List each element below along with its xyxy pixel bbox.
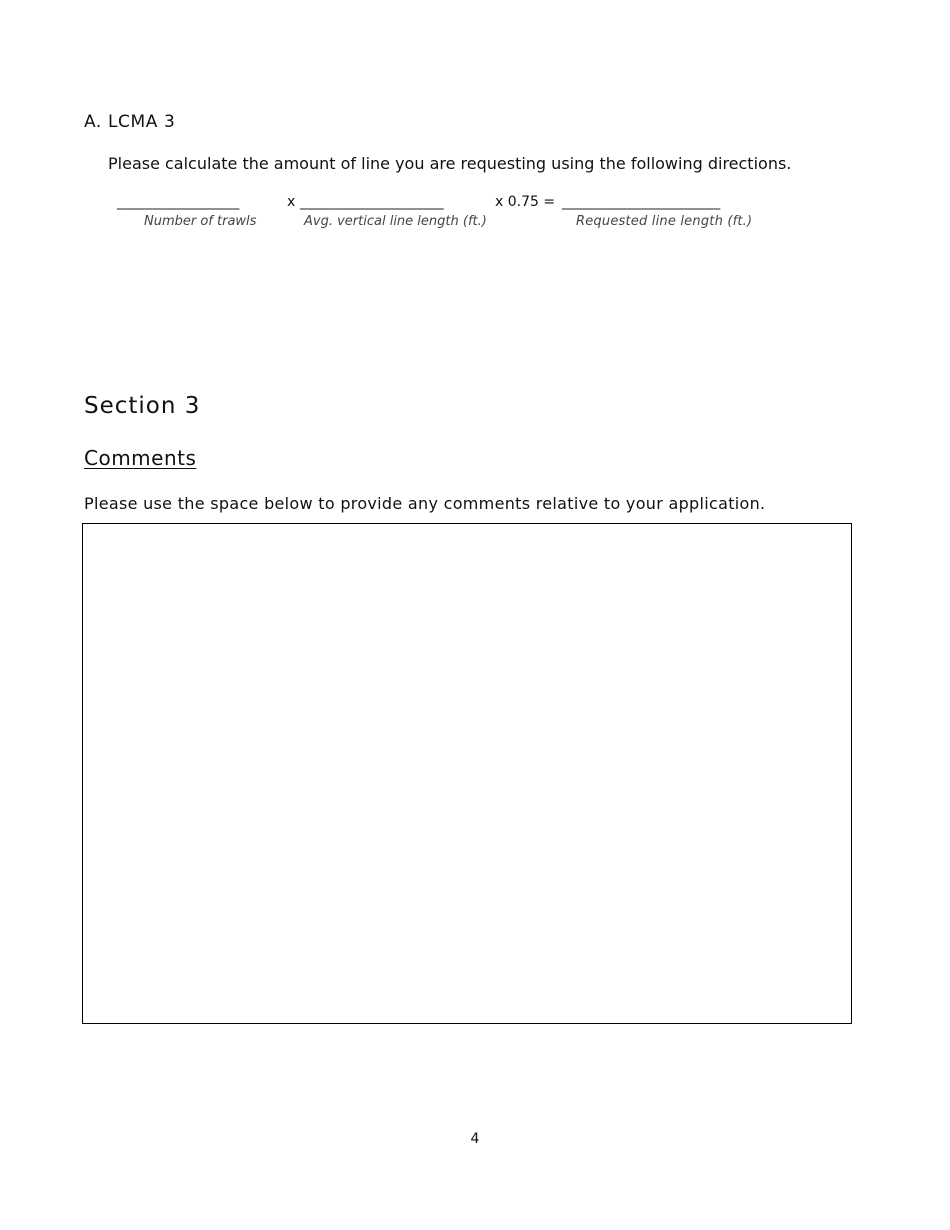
lcma-instructions: Please calculate the amount of line you are requesting using the following directions. — [108, 154, 792, 173]
page-number: 4 — [470, 1131, 480, 1147]
number-of-trawls-field[interactable]: _________________ — [117, 194, 240, 210]
avg-line-length-field[interactable]: ____________________ — [300, 194, 444, 210]
section-heading: Section 3 — [84, 393, 201, 419]
comments-textarea[interactable] — [82, 523, 852, 1024]
comments-instructions: Please use the space below to provide any comments relative to your application. — [84, 494, 766, 513]
comments-heading: Comments — [84, 446, 197, 470]
requested-line-length-field[interactable]: ______________________ — [562, 194, 721, 210]
multiplier-factor: x 0.75 = — [495, 194, 556, 210]
requested-line-length-label: Requested line length (ft.) — [576, 214, 753, 229]
number-of-trawls-label: Number of trawls — [144, 214, 257, 229]
multiply-sign: x — [287, 194, 296, 210]
avg-line-length-label: Avg. vertical line length (ft.) — [304, 214, 487, 229]
lcma-heading: A. LCMA 3 — [84, 112, 176, 132]
